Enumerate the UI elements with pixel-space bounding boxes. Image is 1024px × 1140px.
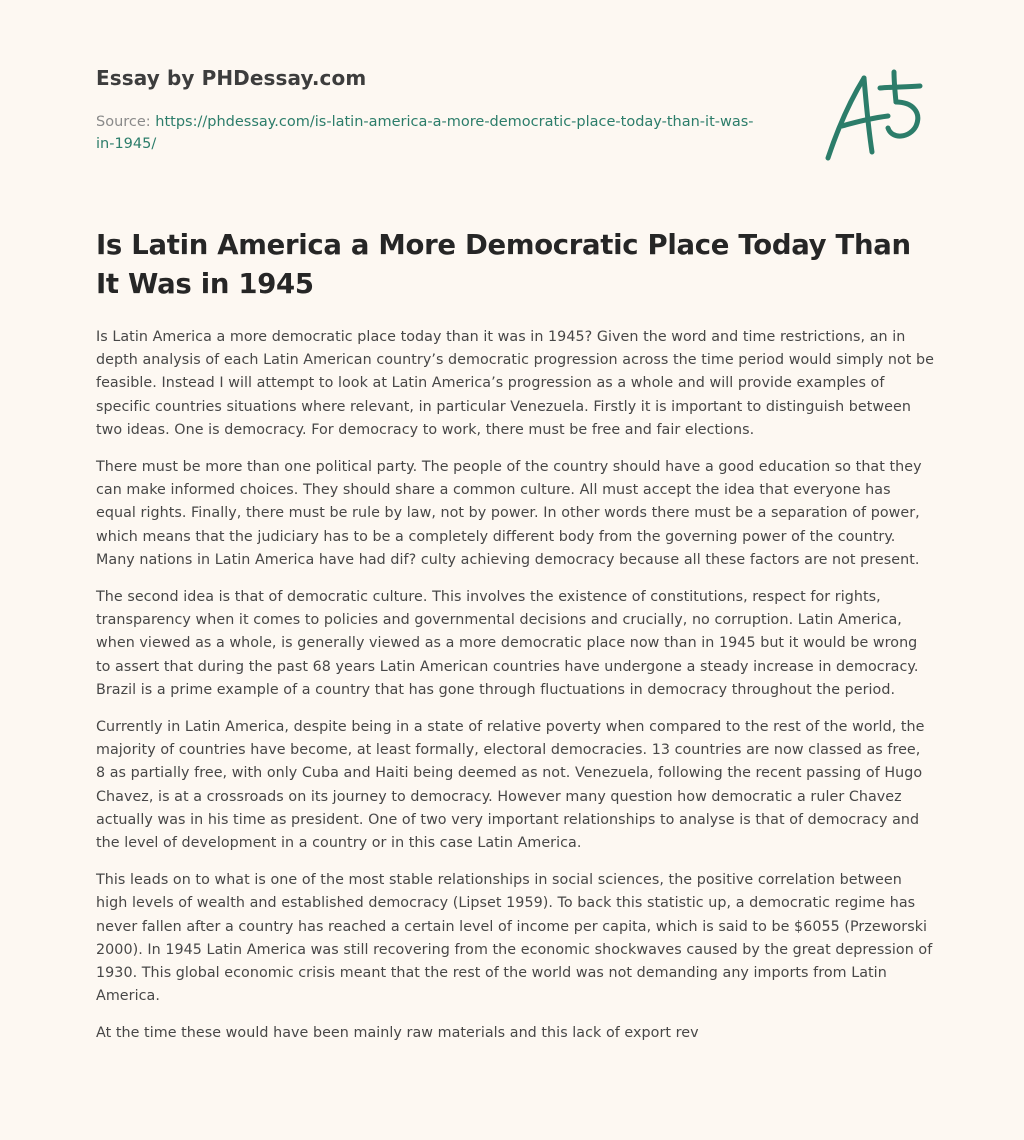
paragraph: The second idea is that of democratic culture. This involves the existence of constitutions, respect for rights, transparency when it comes to policies and governmental decisions and crucially, no corruption. Latin America, when viewed as a whole, is generally viewed as a more democratic place now than in 1945 but it would be wrong to assert that during the past 68 years Latin American countries have undergone a steady increase in democracy. Brazil is a prime example of a country that has gone through fluctuations in democracy throughout the period. <box>96 589 919 698</box>
brand-title: Essay by PHDessay.com <box>96 66 367 90</box>
essay-body <box>96 326 934 1060</box>
a-plus-logo-icon <box>822 68 926 164</box>
source-link[interactable]: https://phdessay.com/is-latin-america-a-more-democratic-place-today-than-it-was-in-1945/ <box>96 114 754 152</box>
paragraph: At the time these would have been mainly raw materials and this lack of export rev <box>96 1025 699 1042</box>
essay-header <box>96 0 934 180</box>
essay-title: Is Latin America a More Democratic Place Today Than It Was in 1945 <box>96 229 911 300</box>
paragraph: There must be more than one political party. The people of the country should have a good education so that they can make informed choices. They should share a common culture. All must accept the idea that everyone has equal rights. Finally, there must be rule by law, not by power. In other words there must be a separation of power, which means that the judiciary has to be a completely different body from the governing power of the country. Many nations in Latin America have had dif? culty achieving democracy because all these factors are not present. <box>96 459 922 568</box>
paragraph: Is Latin America a more democratic place today than it was in 1945? Given the word and time restrictions, an in depth analysis of each Latin American country’s democratic progression across the time period would simply not be feasible. Instead I will attempt to look at Latin America’s progression as a whole and will provide examples of specific countries situations where relevant, in particular Venezuela. Firstly it is important to distinguish between two ideas. One is democracy. For democracy to work, there must be free and fair elections. <box>96 329 934 438</box>
source-line <box>96 111 756 155</box>
source-label: Source: <box>96 114 151 130</box>
paragraph: This leads on to what is one of the most stable relationships in social sciences, the positive correlation between high levels of wealth and established democracy (Lipset 1959). To back this statistic up, a democratic regime has never fallen after a country has reached a certain level of income per capita, which is said to be $6055 (Przeworski 2000). In 1945 Latin America was still recovering from the economic shockwaves caused by the great depression of 1930. This global economic crisis meant that the rest of the world was not demanding any imports from Latin America. <box>96 872 933 1005</box>
paragraph: Currently in Latin America, despite being in a state of relative poverty when compared to the rest of the world, the majority of countries have become, at least formally, electoral democracies. 13 countries are now classed as free, 8 as partially free, with only Cuba and Haiti being deemed as not. Venezuela, following the recent passing of Hugo Chavez, is at a crossroads on its journey to democracy. However many question how democratic a ruler Chavez actually was in his time as president. One of two very important relationships to analyse is that of democracy and the level of development in a country or in this case Latin America. <box>96 719 925 852</box>
essay-page <box>96 0 934 1042</box>
